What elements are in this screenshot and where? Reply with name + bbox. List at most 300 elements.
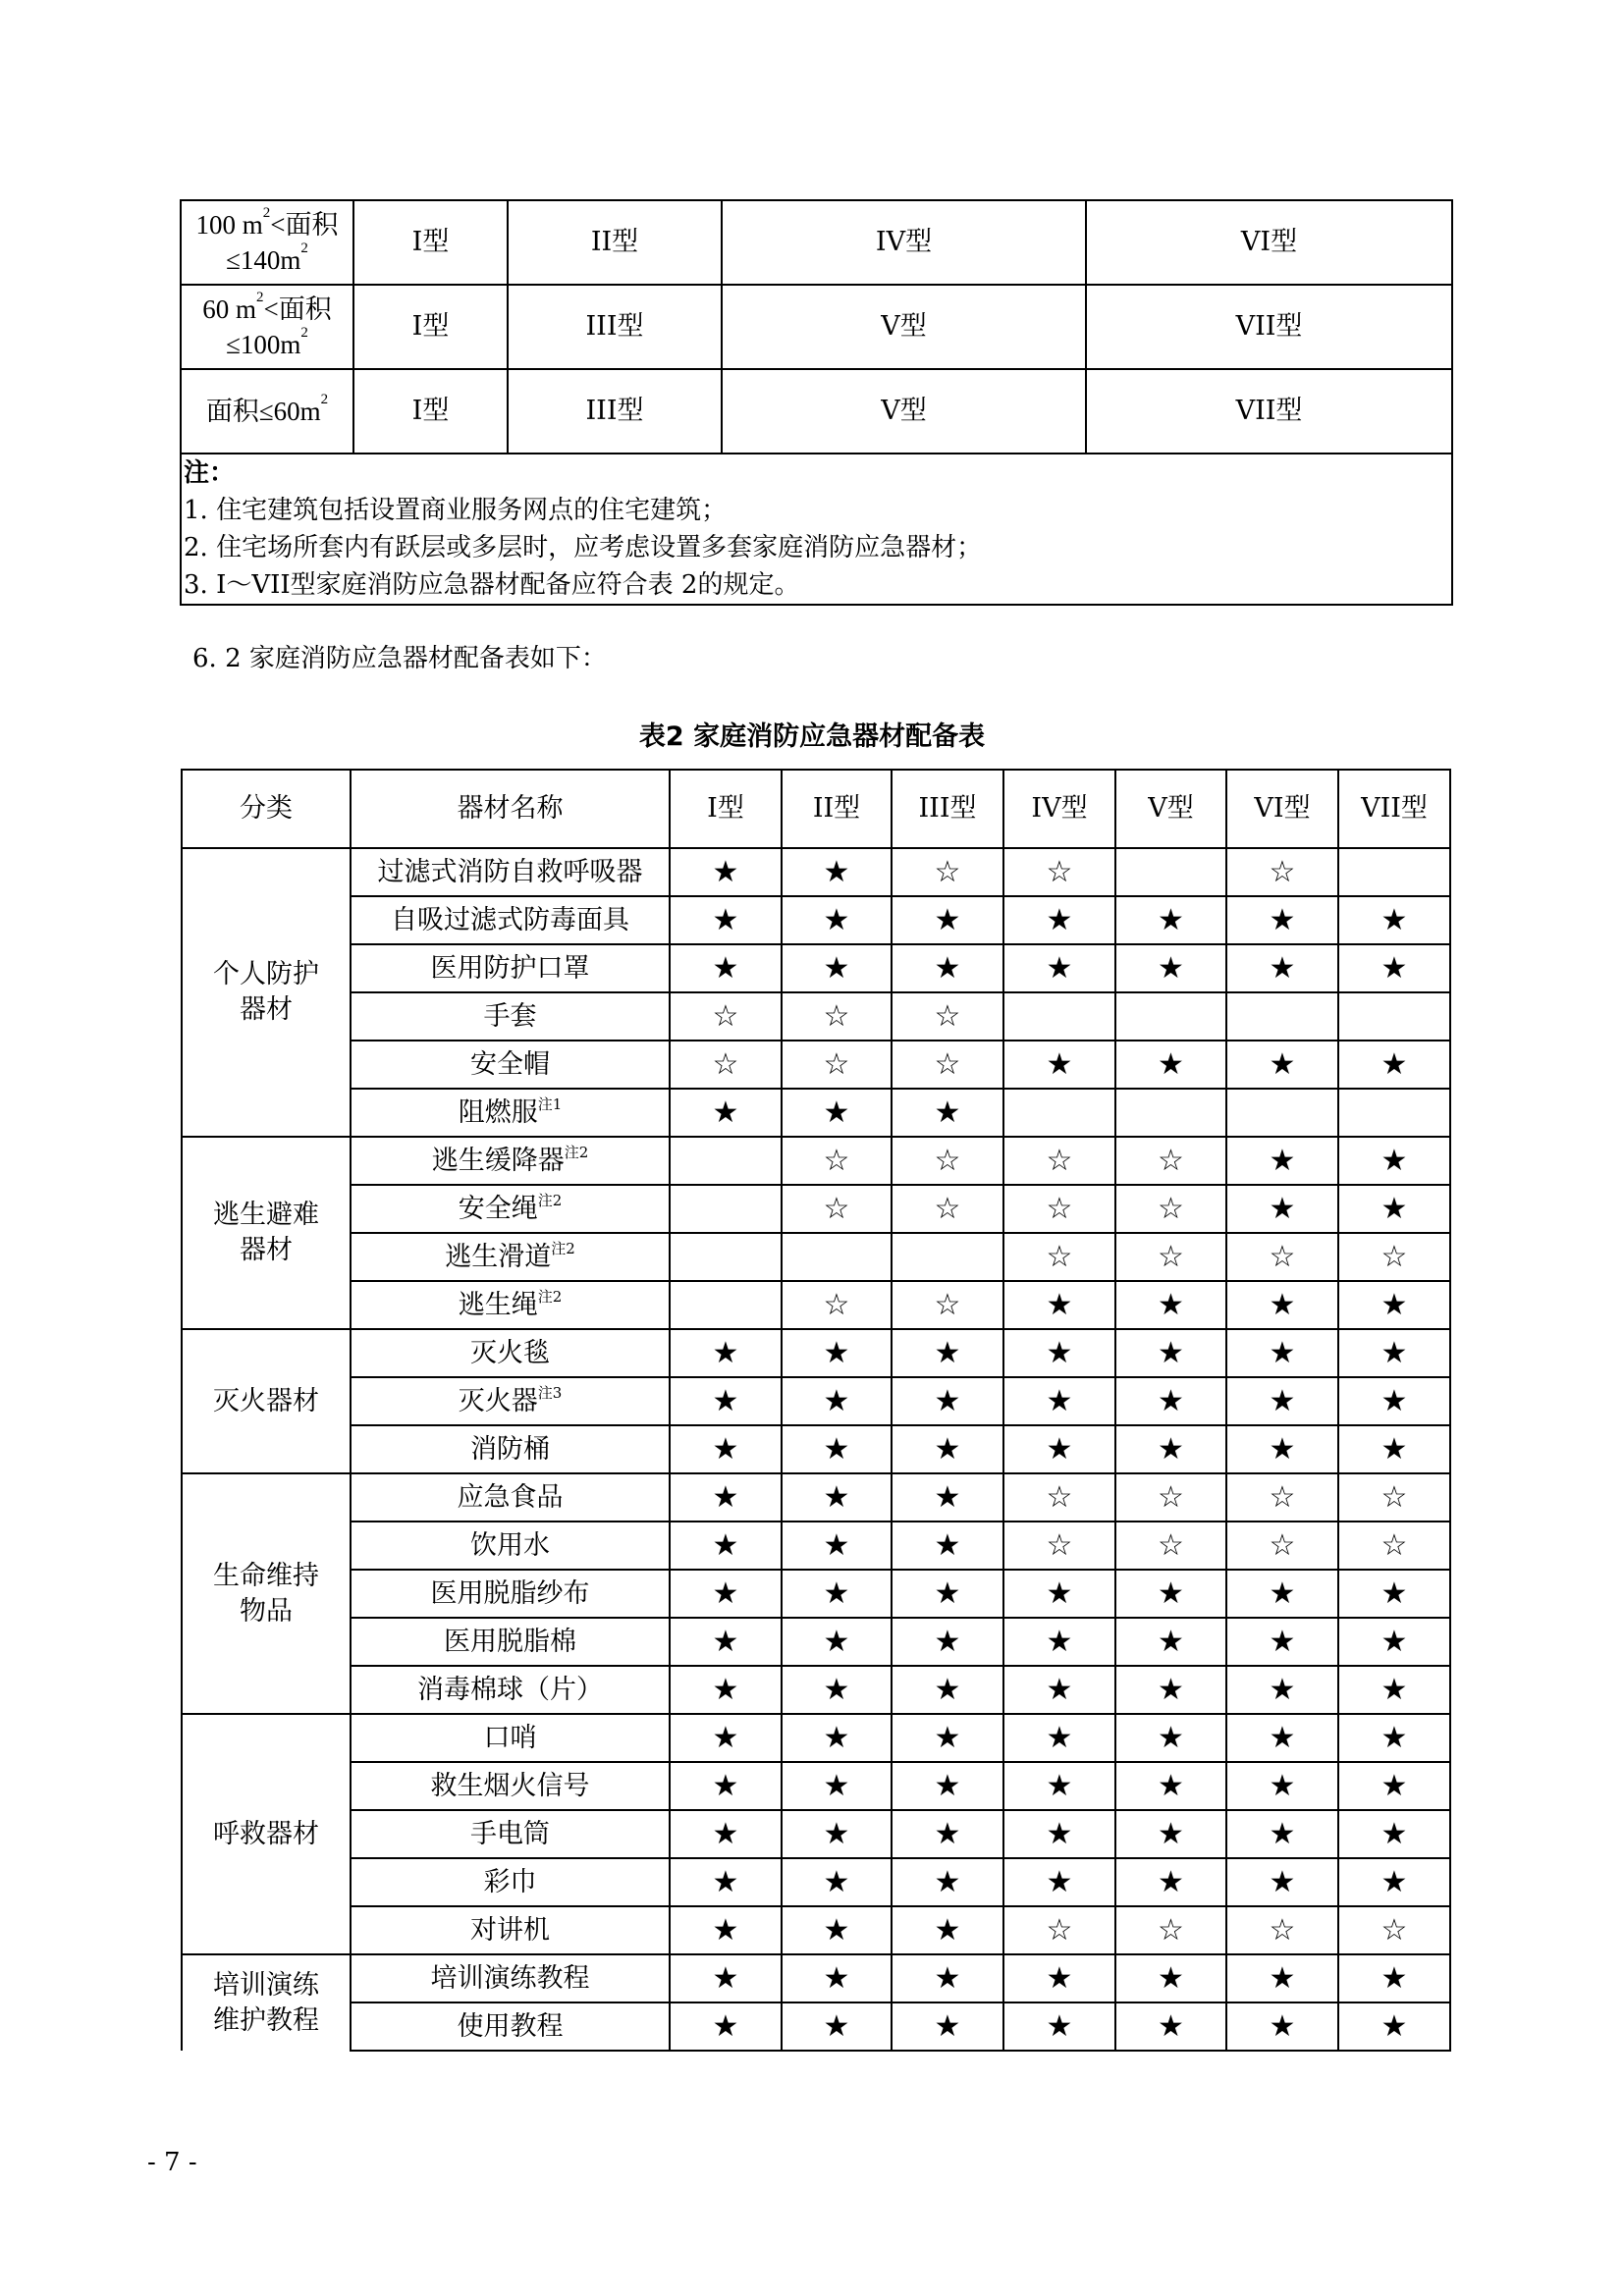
item-name: 过滤式消防自救呼吸器 xyxy=(377,856,643,887)
filled-star-icon: ★ xyxy=(670,1714,782,1762)
table-row xyxy=(182,848,1450,896)
filled-star-icon: ★ xyxy=(782,2002,892,2051)
hollow-star-icon: ☆ xyxy=(892,848,1003,896)
item-name-cell xyxy=(351,1954,670,2002)
type-cell: I型 xyxy=(353,285,508,369)
filled-star-icon: ★ xyxy=(782,1329,892,1377)
header-cell: VI型 xyxy=(1226,770,1338,848)
filled-star-icon: ★ xyxy=(782,1522,892,1570)
table-row xyxy=(182,1377,1450,1425)
filled-star-icon: ★ xyxy=(782,1762,892,1810)
filled-star-icon: ★ xyxy=(1115,896,1226,944)
filled-star-icon: ★ xyxy=(892,1858,1003,1906)
filled-star-icon: ★ xyxy=(1115,1810,1226,1858)
hollow-star-icon: ☆ xyxy=(1115,1233,1226,1281)
filled-star-icon: ★ xyxy=(670,944,782,992)
table-row xyxy=(182,1954,1450,2002)
empty-cell xyxy=(1115,1089,1226,1137)
filled-star-icon: ★ xyxy=(892,1810,1003,1858)
category-line: 个人防护 xyxy=(213,959,319,989)
note-ref: 注3 xyxy=(537,1383,563,1402)
filled-star-icon: ★ xyxy=(1338,1714,1450,1762)
filled-star-icon: ★ xyxy=(1115,1762,1226,1810)
item-name: 使用教程 xyxy=(457,2010,564,2042)
note-ref: 注2 xyxy=(551,1239,575,1257)
type-cell: II型 xyxy=(508,200,722,285)
table-row xyxy=(182,1762,1450,1810)
notes-title: 注： xyxy=(184,458,236,488)
category-cell xyxy=(182,1714,351,1954)
item-name: 手电筒 xyxy=(470,1818,550,1849)
table-row xyxy=(182,1233,1450,1281)
filled-star-icon: ★ xyxy=(1003,1425,1115,1473)
area-text: <面积 xyxy=(263,294,332,324)
table-row xyxy=(182,1906,1450,1954)
filled-star-icon: ★ xyxy=(1115,1666,1226,1714)
hollow-star-icon: ☆ xyxy=(782,992,892,1041)
filled-star-icon: ★ xyxy=(1226,1666,1338,1714)
filled-star-icon: ★ xyxy=(1003,1041,1115,1089)
filled-star-icon: ★ xyxy=(782,1666,892,1714)
item-name-cell xyxy=(351,1714,670,1762)
filled-star-icon: ★ xyxy=(892,1954,1003,2002)
table-row xyxy=(182,1281,1450,1329)
filled-star-icon: ★ xyxy=(1115,1858,1226,1906)
item-name-cell xyxy=(351,1858,670,1906)
category-cell xyxy=(182,1473,351,1714)
hollow-star-icon: ☆ xyxy=(1003,848,1115,896)
area-text: ≤100m xyxy=(226,330,301,359)
category-line: 器材 xyxy=(240,1235,293,1265)
filled-star-icon: ★ xyxy=(782,1906,892,1954)
filled-star-icon: ★ xyxy=(1338,1377,1450,1425)
category-cell xyxy=(182,1137,351,1329)
page-number: - 7 - xyxy=(147,2148,197,2177)
table-row xyxy=(182,896,1450,944)
item-name-cell xyxy=(351,992,670,1041)
filled-star-icon: ★ xyxy=(670,1906,782,1954)
filled-star-icon: ★ xyxy=(782,944,892,992)
table-row xyxy=(182,1666,1450,1714)
type-cell: VI型 xyxy=(1086,200,1452,285)
empty-cell xyxy=(1338,1089,1450,1137)
note-ref: 注2 xyxy=(537,1191,563,1209)
filled-star-icon: ★ xyxy=(1226,1762,1338,1810)
item-name: 口哨 xyxy=(483,1722,537,1753)
filled-star-icon: ★ xyxy=(782,1425,892,1473)
filled-star-icon: ★ xyxy=(1338,1810,1450,1858)
hollow-star-icon: ☆ xyxy=(1115,1522,1226,1570)
table-row xyxy=(182,1185,1450,1233)
hollow-star-icon: ☆ xyxy=(782,1137,892,1185)
type-cell: IV型 xyxy=(722,200,1086,285)
empty-cell xyxy=(670,1281,782,1329)
filled-star-icon: ★ xyxy=(1226,1185,1338,1233)
header-cell: I型 xyxy=(670,770,782,848)
filled-star-icon: ★ xyxy=(670,1473,782,1522)
category-line: 培训演练 xyxy=(213,1969,319,2001)
filled-star-icon: ★ xyxy=(1115,1041,1226,1089)
filled-star-icon: ★ xyxy=(1003,1329,1115,1377)
item-name: 培训演练教程 xyxy=(430,1962,590,1994)
filled-star-icon: ★ xyxy=(1226,1618,1338,1666)
item-name-cell xyxy=(351,1666,670,1714)
filled-star-icon: ★ xyxy=(1003,944,1115,992)
table-row xyxy=(182,1714,1450,1762)
filled-star-icon: ★ xyxy=(1338,2002,1450,2051)
filled-star-icon: ★ xyxy=(1003,1810,1115,1858)
hollow-star-icon: ☆ xyxy=(892,1041,1003,1089)
hollow-star-icon: ☆ xyxy=(1226,1473,1338,1522)
empty-cell xyxy=(1003,992,1115,1041)
hollow-star-icon: ☆ xyxy=(670,992,782,1041)
empty-cell xyxy=(1226,992,1338,1041)
superscript: 2 xyxy=(262,205,271,221)
filled-star-icon: ★ xyxy=(1226,1954,1338,2002)
filled-star-icon: ★ xyxy=(670,896,782,944)
hollow-star-icon: ☆ xyxy=(1003,1473,1115,1522)
superscript: 2 xyxy=(300,325,308,341)
table-row xyxy=(181,369,1452,454)
category-line: 生命维持 xyxy=(213,1560,319,1591)
item-name-cell xyxy=(351,1041,670,1089)
item-name: 安全绳 xyxy=(458,1193,538,1224)
type-cell: V型 xyxy=(722,285,1086,369)
filled-star-icon: ★ xyxy=(1226,1377,1338,1425)
filled-star-icon: ★ xyxy=(892,1329,1003,1377)
category-line: 维护教程 xyxy=(213,2004,319,2036)
filled-star-icon: ★ xyxy=(1338,1954,1450,2002)
filled-star-icon: ★ xyxy=(1003,1281,1115,1329)
item-name-cell xyxy=(351,1137,670,1185)
item-name-cell xyxy=(351,1377,670,1425)
filled-star-icon: ★ xyxy=(782,1858,892,1906)
filled-star-icon: ★ xyxy=(1338,1425,1450,1473)
empty-cell xyxy=(892,1233,1003,1281)
item-name: 灭火毯 xyxy=(470,1337,550,1368)
filled-star-icon: ★ xyxy=(1226,1137,1338,1185)
category-cell xyxy=(182,1954,351,2051)
filled-star-icon: ★ xyxy=(670,1666,782,1714)
hollow-star-icon: ☆ xyxy=(1226,1233,1338,1281)
item-name: 自吸过滤式防毒面具 xyxy=(391,904,629,935)
item-name-cell xyxy=(351,1329,670,1377)
hollow-star-icon: ☆ xyxy=(1003,1185,1115,1233)
filled-star-icon: ★ xyxy=(670,2002,782,2051)
filled-star-icon: ★ xyxy=(1003,1858,1115,1906)
filled-star-icon: ★ xyxy=(1003,1714,1115,1762)
item-name-cell xyxy=(351,848,670,896)
filled-star-icon: ★ xyxy=(1226,1714,1338,1762)
filled-star-icon: ★ xyxy=(1226,896,1338,944)
table-row xyxy=(182,1041,1450,1089)
filled-star-icon: ★ xyxy=(1115,1714,1226,1762)
filled-star-icon: ★ xyxy=(892,1570,1003,1618)
category-line: 物品 xyxy=(240,1595,293,1627)
filled-star-icon: ★ xyxy=(670,1377,782,1425)
filled-star-icon: ★ xyxy=(670,1570,782,1618)
filled-star-icon: ★ xyxy=(1338,944,1450,992)
item-name: 彩巾 xyxy=(483,1866,537,1897)
hollow-star-icon: ☆ xyxy=(1338,1473,1450,1522)
category-line: 呼救器材 xyxy=(213,1818,319,1849)
filled-star-icon: ★ xyxy=(1003,1666,1115,1714)
empty-cell xyxy=(1338,848,1450,896)
filled-star-icon: ★ xyxy=(1115,1570,1226,1618)
filled-star-icon: ★ xyxy=(892,1618,1003,1666)
item-name-cell xyxy=(351,1762,670,1810)
filled-star-icon: ★ xyxy=(892,1906,1003,1954)
table-row xyxy=(182,944,1450,992)
type-cell: VII型 xyxy=(1086,285,1452,369)
table-row xyxy=(181,285,1452,369)
filled-star-icon: ★ xyxy=(1226,1041,1338,1089)
item-name-cell xyxy=(351,1473,670,1522)
type-cell: VII型 xyxy=(1086,369,1452,454)
item-name: 饮用水 xyxy=(470,1529,550,1561)
filled-star-icon: ★ xyxy=(1115,2002,1226,2051)
item-name-cell xyxy=(351,896,670,944)
filled-star-icon: ★ xyxy=(1226,944,1338,992)
type-cell: V型 xyxy=(722,369,1086,454)
table-row xyxy=(182,1137,1450,1185)
filled-star-icon: ★ xyxy=(1226,1425,1338,1473)
hollow-star-icon: ☆ xyxy=(782,1041,892,1089)
filled-star-icon: ★ xyxy=(1115,1954,1226,2002)
type-cell: I型 xyxy=(353,369,508,454)
item-name: 医用脱脂棉 xyxy=(444,1626,576,1657)
item-name: 消毒棉球（片） xyxy=(417,1674,603,1705)
category-line: 逃生避难 xyxy=(213,1200,319,1230)
filled-star-icon: ★ xyxy=(670,1858,782,1906)
item-name: 医用脱脂纱布 xyxy=(430,1577,590,1609)
item-name-cell xyxy=(351,1522,670,1570)
filled-star-icon: ★ xyxy=(782,896,892,944)
hollow-star-icon: ☆ xyxy=(1115,1137,1226,1185)
hollow-star-icon: ☆ xyxy=(1338,1522,1450,1570)
filled-star-icon: ★ xyxy=(1226,1858,1338,1906)
item-name-cell xyxy=(351,1233,670,1281)
filled-star-icon: ★ xyxy=(782,1473,892,1522)
filled-star-icon: ★ xyxy=(1338,1858,1450,1906)
table-row xyxy=(182,1810,1450,1858)
type-cell: III型 xyxy=(508,369,722,454)
filled-star-icon: ★ xyxy=(782,1618,892,1666)
filled-star-icon: ★ xyxy=(1338,896,1450,944)
area-cell xyxy=(181,369,353,454)
notes-row xyxy=(181,454,1452,605)
filled-star-icon: ★ xyxy=(1003,1762,1115,1810)
note-ref: 注2 xyxy=(537,1287,563,1306)
hollow-star-icon: ☆ xyxy=(1003,1522,1115,1570)
item-name-cell xyxy=(351,1810,670,1858)
hollow-star-icon: ☆ xyxy=(1003,1906,1115,1954)
filled-star-icon: ★ xyxy=(892,896,1003,944)
filled-star-icon: ★ xyxy=(1226,2002,1338,2051)
note-item: 1. 住宅建筑包括设置商业服务网点的住宅建筑； xyxy=(184,496,728,525)
superscript: 2 xyxy=(320,392,329,407)
table-row xyxy=(182,1473,1450,1522)
filled-star-icon: ★ xyxy=(1226,1810,1338,1858)
hollow-star-icon: ☆ xyxy=(670,1041,782,1089)
superscript: 2 xyxy=(300,240,308,256)
empty-cell xyxy=(670,1185,782,1233)
item-name: 逃生绳 xyxy=(458,1289,538,1320)
area-text: ≤140m xyxy=(226,245,301,275)
filled-star-icon: ★ xyxy=(1003,1570,1115,1618)
filled-star-icon: ★ xyxy=(1226,1329,1338,1377)
table-row xyxy=(182,1858,1450,1906)
filled-star-icon: ★ xyxy=(670,1329,782,1377)
filled-star-icon: ★ xyxy=(1338,1041,1450,1089)
empty-cell xyxy=(1226,1089,1338,1137)
filled-star-icon: ★ xyxy=(782,1570,892,1618)
hollow-star-icon: ☆ xyxy=(1003,1137,1115,1185)
header-cell: III型 xyxy=(892,770,1003,848)
filled-star-icon: ★ xyxy=(1115,1329,1226,1377)
filled-star-icon: ★ xyxy=(892,1714,1003,1762)
table2-title: 表2 家庭消防应急器材配备表 xyxy=(638,721,986,752)
empty-cell xyxy=(1003,1089,1115,1137)
hollow-star-icon: ☆ xyxy=(892,1281,1003,1329)
type-cell: III型 xyxy=(508,285,722,369)
filled-star-icon: ★ xyxy=(782,1810,892,1858)
table-header-row xyxy=(182,770,1450,848)
item-name: 医用防护口罩 xyxy=(430,952,590,984)
header-cell: VII型 xyxy=(1338,770,1450,848)
area-cell xyxy=(181,200,353,285)
hollow-star-icon: ☆ xyxy=(1226,848,1338,896)
filled-star-icon: ★ xyxy=(782,1089,892,1137)
header-cell: 分类 xyxy=(182,770,351,848)
filled-star-icon: ★ xyxy=(782,848,892,896)
filled-star-icon: ★ xyxy=(1338,1281,1450,1329)
item-name-cell xyxy=(351,1185,670,1233)
filled-star-icon: ★ xyxy=(1338,1185,1450,1233)
hollow-star-icon: ☆ xyxy=(1003,1233,1115,1281)
superscript: 2 xyxy=(256,290,264,305)
filled-star-icon: ★ xyxy=(1338,1666,1450,1714)
filled-star-icon: ★ xyxy=(892,944,1003,992)
hollow-star-icon: ☆ xyxy=(1338,1233,1450,1281)
area-text: 面积≤60m xyxy=(205,397,321,426)
table-row xyxy=(182,1329,1450,1377)
filled-star-icon: ★ xyxy=(1115,1618,1226,1666)
notes-cell xyxy=(181,454,1452,605)
item-name: 消防桶 xyxy=(470,1433,550,1465)
note-ref: 注2 xyxy=(564,1143,589,1161)
item-name: 应急食品 xyxy=(457,1481,564,1513)
empty-cell xyxy=(670,1233,782,1281)
table-row xyxy=(182,1425,1450,1473)
filled-star-icon: ★ xyxy=(892,2002,1003,2051)
note-ref: 注1 xyxy=(537,1095,563,1113)
item-name: 逃生滑道 xyxy=(445,1241,552,1272)
category-line: 器材 xyxy=(240,994,293,1025)
area-text: 100 m xyxy=(195,210,263,240)
hollow-star-icon: ☆ xyxy=(1115,1473,1226,1522)
filled-star-icon: ★ xyxy=(1003,2002,1115,2051)
filled-star-icon: ★ xyxy=(1115,944,1226,992)
filled-star-icon: ★ xyxy=(670,1618,782,1666)
empty-cell xyxy=(782,1233,892,1281)
item-name-cell xyxy=(351,1618,670,1666)
item-name: 对讲机 xyxy=(470,1914,550,1946)
hollow-star-icon: ☆ xyxy=(1226,1906,1338,1954)
filled-star-icon: ★ xyxy=(1003,896,1115,944)
table-row xyxy=(182,1089,1450,1137)
hollow-star-icon: ☆ xyxy=(1338,1906,1450,1954)
table-row xyxy=(182,992,1450,1041)
filled-star-icon: ★ xyxy=(1226,1281,1338,1329)
item-name-cell xyxy=(351,1906,670,1954)
hollow-star-icon: ☆ xyxy=(892,1185,1003,1233)
filled-star-icon: ★ xyxy=(892,1425,1003,1473)
filled-star-icon: ★ xyxy=(1003,1954,1115,2002)
table-row xyxy=(182,2002,1450,2051)
empty-cell xyxy=(1115,992,1226,1041)
item-name: 阻燃服 xyxy=(458,1096,538,1128)
table-row xyxy=(182,1570,1450,1618)
item-name-cell xyxy=(351,2002,670,2051)
hollow-star-icon: ☆ xyxy=(1115,1185,1226,1233)
filled-star-icon: ★ xyxy=(1115,1377,1226,1425)
category-cell xyxy=(182,848,351,1137)
filled-star-icon: ★ xyxy=(670,848,782,896)
filled-star-icon: ★ xyxy=(1338,1762,1450,1810)
hollow-star-icon: ☆ xyxy=(892,992,1003,1041)
category-line: 灭火器材 xyxy=(213,1385,319,1416)
empty-cell xyxy=(670,1137,782,1185)
item-name: 手套 xyxy=(483,1000,537,1032)
filled-star-icon: ★ xyxy=(1338,1329,1450,1377)
item-name-cell xyxy=(351,1425,670,1473)
filled-star-icon: ★ xyxy=(670,1089,782,1137)
item-name-cell xyxy=(351,1281,670,1329)
table-row xyxy=(181,200,1452,285)
empty-cell xyxy=(1115,848,1226,896)
header-cell: V型 xyxy=(1115,770,1226,848)
item-name-cell xyxy=(351,1570,670,1618)
equipment-table xyxy=(181,769,1451,2052)
table-row xyxy=(182,1522,1450,1570)
filled-star-icon: ★ xyxy=(1115,1425,1226,1473)
item-name: 逃生缓降器 xyxy=(431,1145,565,1176)
note-item: 3. I～VII型家庭消防应急器材配备应符合表 2的规定。 xyxy=(184,570,800,600)
type-cell: I型 xyxy=(353,200,508,285)
area-cell xyxy=(181,285,353,369)
filled-star-icon: ★ xyxy=(892,1522,1003,1570)
filled-star-icon: ★ xyxy=(782,1714,892,1762)
filled-star-icon: ★ xyxy=(892,1666,1003,1714)
item-name-cell xyxy=(351,944,670,992)
header-cell: 器材名称 xyxy=(351,770,670,848)
filled-star-icon: ★ xyxy=(892,1762,1003,1810)
hollow-star-icon: ☆ xyxy=(1115,1906,1226,1954)
empty-cell xyxy=(1338,992,1450,1041)
area-type-table xyxy=(180,199,1453,606)
filled-star-icon: ★ xyxy=(1338,1570,1450,1618)
header-cell: II型 xyxy=(782,770,892,848)
filled-star-icon: ★ xyxy=(1338,1618,1450,1666)
hollow-star-icon: ☆ xyxy=(892,1137,1003,1185)
hollow-star-icon: ☆ xyxy=(782,1185,892,1233)
table-row xyxy=(182,1618,1450,1666)
filled-star-icon: ★ xyxy=(670,1810,782,1858)
filled-star-icon: ★ xyxy=(1003,1377,1115,1425)
filled-star-icon: ★ xyxy=(670,1522,782,1570)
filled-star-icon: ★ xyxy=(892,1089,1003,1137)
